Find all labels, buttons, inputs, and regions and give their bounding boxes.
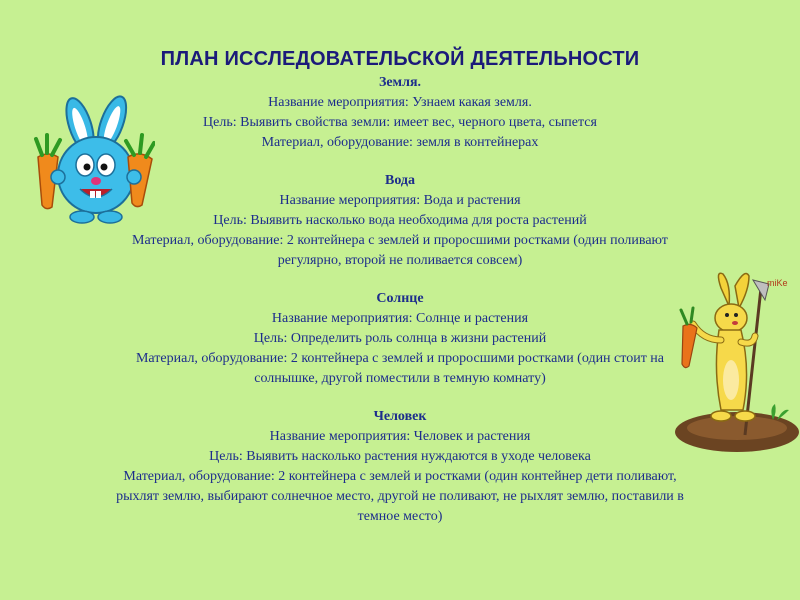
section-line: Материал, оборудование: 2 контейнера с землей и проросшими ростками (один стоит на <box>135 351 665 366</box>
section-sun <box>40 289 760 389</box>
section-heading: Солнце <box>376 291 424 306</box>
section-line: Название мероприятия: Узнаем какая земля. <box>268 95 532 110</box>
section-heading: Земля. <box>378 75 422 90</box>
section-line: Материал, оборудование: земля в контейнерах <box>261 135 539 150</box>
section-line: Цель: Выявить свойства земли: имеет вес, черного цвета, сыпется <box>203 115 597 130</box>
section-line: Материал, оборудование: 2 контейнера с землей и проросшими ростками (один поливают <box>132 233 668 248</box>
section-line: Цель: Выявить насколько растения нуждаются в уходе человека <box>209 449 591 464</box>
section-line: регулярно, второй не поливается совсем) <box>277 253 523 268</box>
section-line: темное место) <box>357 509 443 524</box>
section-line: Цель: Выявить насколько вода необходима для роста растений <box>213 213 587 228</box>
signature-text: miKe <box>767 278 788 288</box>
section-line: солнышке, другой поместили в темную комнату) <box>254 371 546 386</box>
section-line: рыхлят землю, выбирают солнечное место, другой не поливают, не рыхлят землю, поставили в <box>116 489 684 504</box>
section-water <box>40 171 760 271</box>
section-heading: Человек <box>373 409 427 424</box>
section-line: Название мероприятия: Вода и растения <box>279 193 521 208</box>
section-line: Название мероприятия: Солнце и растения <box>271 311 529 326</box>
section-line: Цель: Определить роль солнца в жизни растений <box>253 331 547 346</box>
content-block <box>40 47 760 527</box>
section-earth <box>40 73 760 153</box>
section-human <box>40 407 760 527</box>
page-title: ПЛАН ИССЛЕДОВАТЕЛЬСКОЙ ДЕЯТЕЛЬНОСТИ <box>160 48 640 70</box>
section-line: Материал, оборудование: 2 контейнера с землей и ростками (один контейнер дети поливают, <box>123 469 677 484</box>
section-line: Название мероприятия: Человек и растения <box>269 429 531 444</box>
section-heading: Вода <box>384 173 416 188</box>
